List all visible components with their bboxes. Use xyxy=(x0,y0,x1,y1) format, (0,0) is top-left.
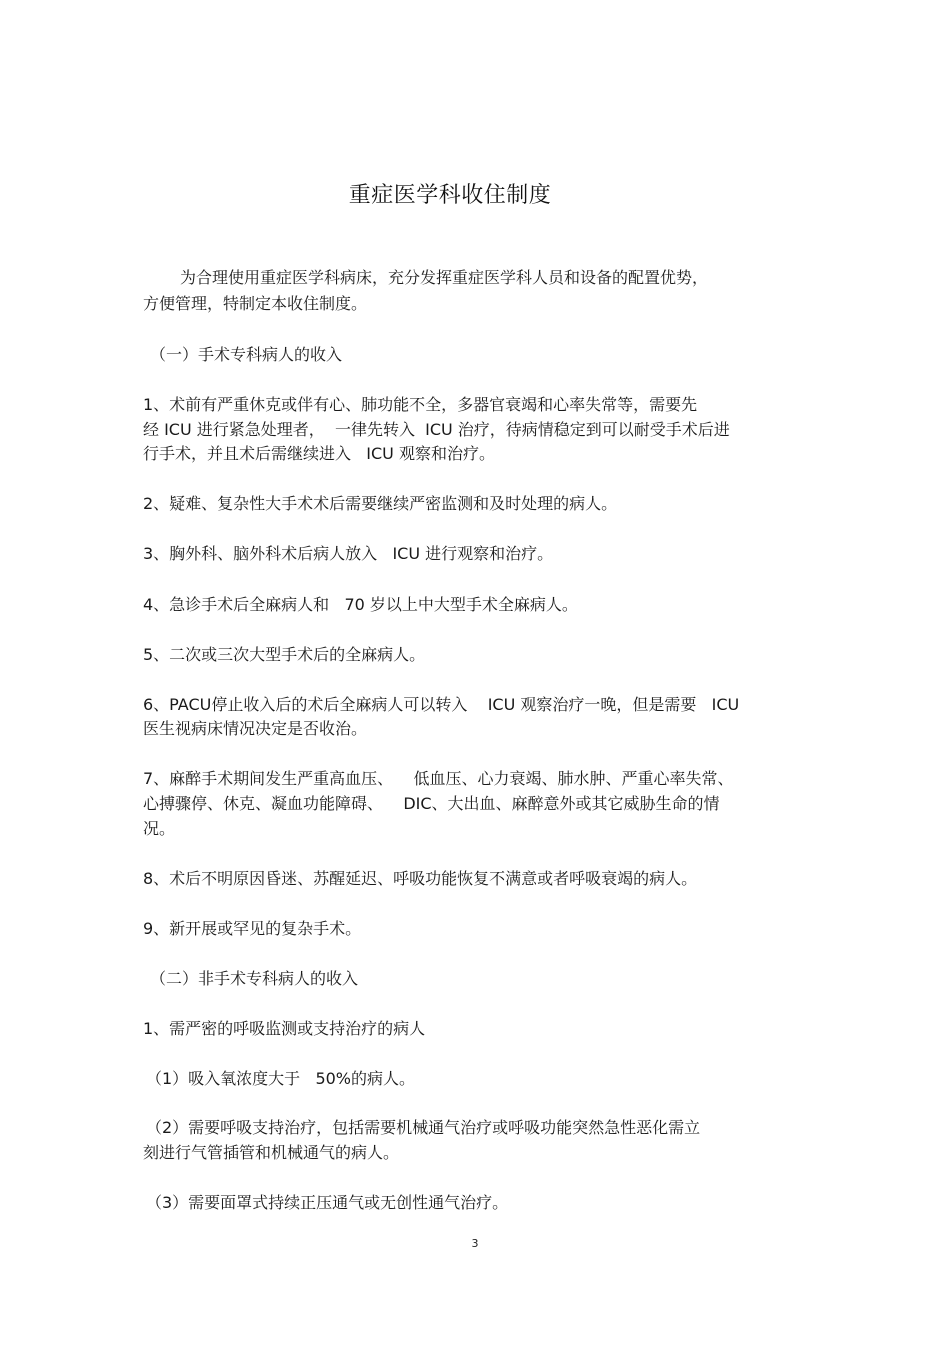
intro-line-2: 方便管理，特制定本收住制度。 xyxy=(143,294,368,313)
item-7-line-3: 况。 xyxy=(143,819,176,838)
item-3: 3、胸外科、脑外科术后病人放入 ICU 进行观察和治疗。 xyxy=(143,544,554,563)
item-6-line-2: 医生视病床情况决定是否收治。 xyxy=(143,719,368,738)
sub-item-2-line-2: 刻进行气管插管和机械通气的病人。 xyxy=(143,1143,400,1162)
sub-item-1: （1）吸入氧浓度大于 50%的病人。 xyxy=(146,1069,416,1088)
non-surgical-item-1: 1、需严密的呼吸监测或支持治疗的病人 xyxy=(143,1019,426,1038)
item-7-line-2: 心搏骤停、休克、凝血功能障碍、 DIC、大出血、麻醉意外或其它威胁生命的情 xyxy=(143,794,720,813)
item-2: 2、疑难、复杂性大手术术后需要继续严密监测和及时处理的病人。 xyxy=(143,494,618,513)
item-6-line-1: 6、PACU停止收入后的术后全麻病人可以转入 ICU 观察治疗一晚，但是需要 ICU xyxy=(143,695,740,714)
sub-item-3: （3）需要面罩式持续正压通气或无创性通气治疗。 xyxy=(146,1193,509,1212)
item-9: 9、新开展或罕见的复杂手术。 xyxy=(143,919,362,938)
item-7-line-1: 7、麻醉手术期间发生严重高血压、 低血压、心力衰竭、肺水肿、严重心率失常、 xyxy=(143,769,734,788)
item-5: 5、二次或三次大型手术后的全麻病人。 xyxy=(143,645,426,664)
item-4: 4、急诊手术后全麻病人和 70 岁以上中大型手术全麻病人。 xyxy=(143,595,578,614)
item-8: 8、术后不明原因昏迷、苏醒延迟、呼吸功能恢复不满意或者呼吸衰竭的病人。 xyxy=(143,869,698,888)
item-1-line-3: 行手术，并且术后需继续进入 ICU 观察和治疗。 xyxy=(143,444,495,463)
document-title: 重症医学科收住制度 xyxy=(348,183,552,208)
item-1-line-1: 1、术前有严重休克或伴有心、肺功能不全，多器官衰竭和心率失常等，需要先 xyxy=(143,395,698,414)
section-heading-surgical: （一）手术专科病人的收入 xyxy=(150,345,343,364)
page-number: 3 xyxy=(471,1237,479,1250)
section-heading-non-surgical: （二）非手术专科病人的收入 xyxy=(150,969,359,988)
sub-item-2-line-1: （2）需要呼吸支持治疗，包括需要机械通气治疗或呼吸功能突然急性恶化需立 xyxy=(146,1118,701,1137)
item-1-line-2: 经 ICU 进行紧急处理者， 一律先转入 ICU 治疗，待病情稳定到可以耐受手术后进 xyxy=(143,420,730,439)
intro-line-1: 为合理使用重症医学科病床，充分发挥重症医学科人员和设备的配置优势， xyxy=(180,268,709,287)
